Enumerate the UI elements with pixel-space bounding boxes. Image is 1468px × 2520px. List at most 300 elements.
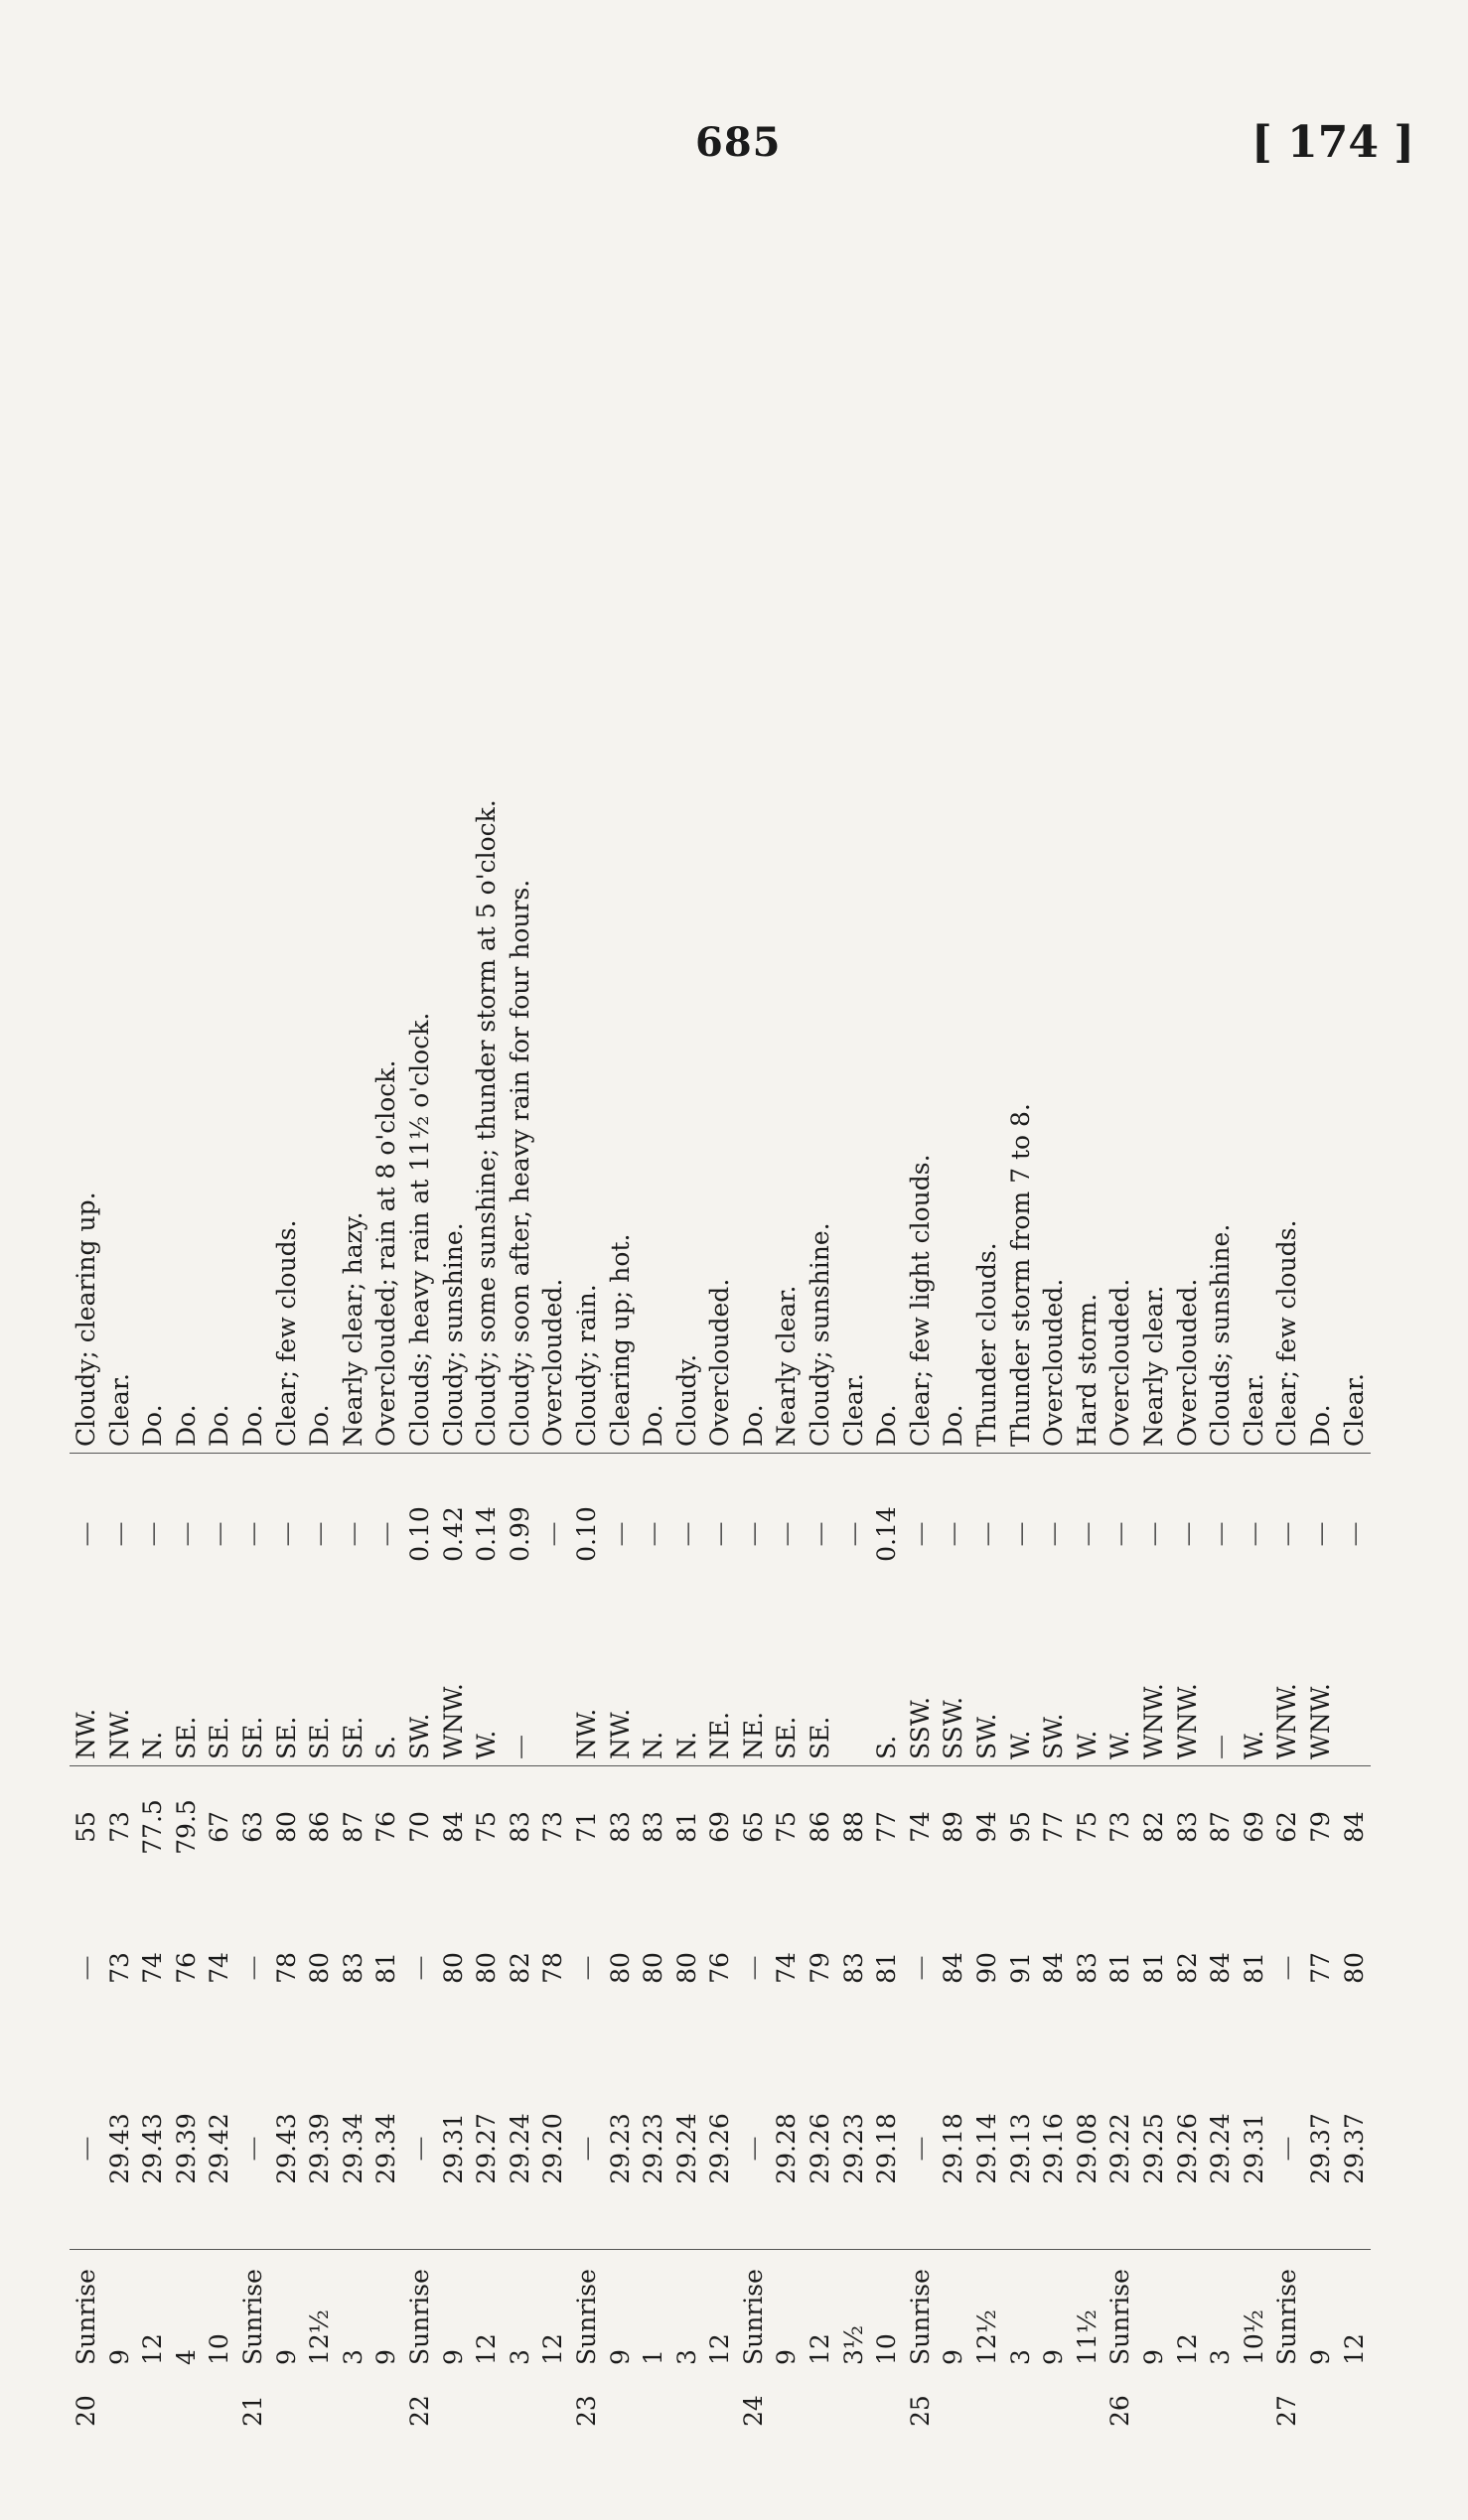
barometer-cell: 29.20 xyxy=(538,2113,568,2184)
rain-cell: 0.42 xyxy=(437,1454,471,1615)
thermometer-within-cell: 80 xyxy=(671,1952,701,1984)
thermometer-within-cell: — xyxy=(1272,1955,1302,1981)
table-row xyxy=(1103,239,1137,2433)
hour-cell: Sunrise xyxy=(737,2250,771,2372)
thermometer-within-cell: 80 xyxy=(639,1952,668,1984)
rain-cell: — xyxy=(1071,1454,1104,1615)
day-cell xyxy=(703,2371,737,2433)
day-cell xyxy=(870,2371,904,2433)
rain-cell: — xyxy=(1270,1454,1304,1615)
barometer-cell: 29.18 xyxy=(939,2113,968,2184)
thermometer-without-cell: 67 xyxy=(203,1766,236,1889)
rain-cell: — xyxy=(937,1454,970,1615)
rain-cell: — xyxy=(1037,1454,1071,1615)
remarks-cell: Hard storm. xyxy=(1072,1293,1101,1447)
hour-cell: Sunrise xyxy=(236,2250,270,2372)
table-row xyxy=(1171,239,1205,2433)
wind-cell: NW. xyxy=(605,1708,635,1759)
table-row xyxy=(703,239,737,2433)
table-row xyxy=(1004,239,1038,2433)
thermometer-without-cell: 75 xyxy=(1071,1766,1104,1889)
thermometer-within-cell: 84 xyxy=(1206,1952,1236,1984)
thermometer-without-cell: 83 xyxy=(504,1766,537,1889)
rain-cell: — xyxy=(703,1454,737,1615)
wind-cell: N. xyxy=(639,1731,668,1759)
remarks-cell: Overclouded. xyxy=(1105,1278,1135,1447)
remarks-cell: Thunder storm from 7 to 8. xyxy=(1005,1103,1035,1447)
rotated-weather-table xyxy=(70,338,1430,2433)
day-cell xyxy=(203,2371,236,2433)
table-row xyxy=(103,239,137,2433)
hour-cell: 9 xyxy=(270,2250,304,2372)
day-cell xyxy=(804,2371,837,2433)
thermometer-without-cell: 79 xyxy=(1304,1766,1338,1889)
wind-cell: NE. xyxy=(738,1711,768,1759)
thermometer-within-cell: 81 xyxy=(872,1952,902,1984)
barometer-cell: 29.22 xyxy=(1105,2113,1135,2184)
wind-cell: SSW. xyxy=(905,1696,935,1759)
thermometer-within-cell: 73 xyxy=(104,1952,134,1984)
thermometer-within-cell: — xyxy=(905,1955,935,1981)
hour-cell: 9 xyxy=(103,2250,137,2372)
thermometer-without-cell: 77.5 xyxy=(136,1766,170,1889)
day-cell: 26 xyxy=(1105,2395,1135,2427)
thermometer-within-cell: 74 xyxy=(772,1952,802,1984)
thermometer-within-cell: 77 xyxy=(1305,1952,1335,1984)
table-row xyxy=(170,239,204,2433)
table-row xyxy=(770,239,804,2433)
thermometer-within-cell: 91 xyxy=(1005,1952,1035,1984)
day-cell xyxy=(937,2371,970,2433)
barometer-cell: 29.24 xyxy=(671,2113,701,2184)
hour-cell: 3½ xyxy=(837,2250,871,2372)
rain-cell: — xyxy=(136,1454,170,1615)
table-row xyxy=(1204,239,1238,2433)
thermometer-within-cell: 82 xyxy=(505,1952,534,1984)
remarks-cell: Nearly clear. xyxy=(772,1285,802,1447)
barometer-cell: 29.31 xyxy=(1239,2113,1268,2184)
remarks-cell: Cloudy; soon after, heavy rain for four hours. xyxy=(505,879,534,1447)
rain-cell: — xyxy=(369,1454,403,1615)
table-row xyxy=(804,239,837,2433)
thermometer-within-cell: — xyxy=(571,1955,601,1981)
rain-cell: — xyxy=(236,1454,270,1615)
wind-cell: SE. xyxy=(772,1716,802,1759)
barometer-cell: 29.23 xyxy=(605,2113,635,2184)
wind-cell: SW. xyxy=(404,1713,434,1759)
remarks-cell: Do. xyxy=(237,1404,267,1447)
rain-cell: — xyxy=(904,1454,938,1615)
wind-cell: NE. xyxy=(705,1711,735,1759)
day-cell: 25 xyxy=(905,2395,935,2427)
rain-cell: — xyxy=(1103,1454,1137,1615)
hour-cell: 9 xyxy=(604,2250,638,2372)
hour-cell: 1 xyxy=(637,2250,670,2372)
day-cell: 24 xyxy=(738,2395,768,2427)
barometer-cell: 29.16 xyxy=(1039,2113,1069,2184)
thermometer-within-cell: 81 xyxy=(1105,1952,1135,1984)
hour-cell: 3 xyxy=(1204,2250,1238,2372)
wind-cell: SE. xyxy=(205,1716,234,1759)
wind-cell: N. xyxy=(671,1731,701,1759)
thermometer-within-cell: 74 xyxy=(205,1952,234,1984)
wind-cell: NW. xyxy=(104,1708,134,1759)
thermometer-without-cell: 82 xyxy=(1137,1766,1171,1889)
table-row xyxy=(337,239,370,2433)
day-cell xyxy=(1037,2371,1071,2433)
day-cell xyxy=(536,2371,570,2433)
weather-register-table xyxy=(70,239,1371,2433)
barometer-cell: — xyxy=(1272,2136,1302,2162)
thermometer-within-cell: 83 xyxy=(1072,1952,1101,1984)
thermometer-without-cell: 63 xyxy=(236,1766,270,1889)
remarks-cell: Clear; few clouds. xyxy=(271,1219,301,1447)
table-row xyxy=(236,239,270,2433)
day-cell xyxy=(1004,2371,1038,2433)
day-cell xyxy=(770,2371,804,2433)
day-cell xyxy=(1171,2371,1205,2433)
hour-cell: 9 xyxy=(1304,2250,1338,2372)
remarks-cell: Cloudy; sunshine. xyxy=(438,1222,468,1447)
hour-cell: 10 xyxy=(203,2250,236,2372)
wind-cell: S. xyxy=(371,1735,401,1759)
wind-cell: WNW. xyxy=(1172,1683,1202,1759)
thermometer-without-cell: 75 xyxy=(470,1766,504,1889)
hour-cell: 12 xyxy=(804,2250,837,2372)
hour-cell: 9 xyxy=(437,2250,471,2372)
barometer-cell: 29.23 xyxy=(639,2113,668,2184)
table-row xyxy=(303,239,337,2433)
wind-cell: NW. xyxy=(571,1708,601,1759)
wind-cell: W. xyxy=(1239,1730,1268,1759)
barometer-cell: 29.34 xyxy=(338,2113,367,2184)
barometer-cell: 29.42 xyxy=(205,2113,234,2184)
day-cell xyxy=(103,2371,137,2433)
thermometer-within-cell: 80 xyxy=(438,1952,468,1984)
thermometer-without-cell: 70 xyxy=(403,1766,437,1889)
table-body xyxy=(70,239,1371,2433)
table-row xyxy=(1304,239,1338,2433)
thermometer-within-cell: 79 xyxy=(806,1952,835,1984)
hour-cell: 9 xyxy=(937,2250,970,2372)
rain-cell: 0.10 xyxy=(570,1454,604,1615)
thermometer-without-cell: 73 xyxy=(1103,1766,1137,1889)
rain-cell: — xyxy=(337,1454,370,1615)
table-row xyxy=(1270,239,1304,2433)
day-cell xyxy=(303,2371,337,2433)
thermometer-without-cell: 74 xyxy=(904,1766,938,1889)
thermometer-without-cell: 87 xyxy=(337,1766,370,1889)
barometer-cell: 29.13 xyxy=(1005,2113,1035,2184)
remarks-cell: Cloudy; some sunshine; thunder storm at 5 o'clock. xyxy=(472,799,502,1447)
wind-cell: W. xyxy=(472,1730,502,1759)
remarks-cell: Clear. xyxy=(1339,1373,1369,1447)
hour-cell: 12 xyxy=(1338,2250,1372,2372)
table-row xyxy=(937,239,970,2433)
page-number: 685 xyxy=(695,119,782,166)
thermometer-within-cell: — xyxy=(72,1955,100,1981)
thermometer-within-cell: 82 xyxy=(1172,1952,1202,1984)
rain-cell: — xyxy=(103,1454,137,1615)
thermometer-within-cell: 90 xyxy=(972,1952,1002,1984)
rain-cell: — xyxy=(1304,1454,1338,1615)
thermometer-without-cell: 87 xyxy=(1204,1766,1238,1889)
remarks-cell: Overclouded. xyxy=(538,1278,568,1447)
day-cell xyxy=(270,2371,304,2433)
thermometer-without-cell: 77 xyxy=(1037,1766,1071,1889)
thermometer-without-cell: 62 xyxy=(1270,1766,1304,1889)
table-row xyxy=(870,239,904,2433)
hour-cell: Sunrise xyxy=(1103,2250,1137,2372)
table-row xyxy=(1137,239,1171,2433)
barometer-cell: — xyxy=(72,2136,100,2162)
remarks-cell: Do. xyxy=(1305,1404,1335,1447)
hour-cell: 12½ xyxy=(303,2250,337,2372)
wind-cell: SW. xyxy=(1039,1713,1069,1759)
table-row xyxy=(536,239,570,2433)
rain-cell: 0.14 xyxy=(470,1454,504,1615)
wind-cell: W. xyxy=(1105,1730,1135,1759)
thermometer-within-cell: 84 xyxy=(939,1952,968,1984)
hour-cell: 10½ xyxy=(1238,2250,1271,2372)
day-cell xyxy=(136,2371,170,2433)
thermometer-without-cell: 84 xyxy=(1338,1766,1372,1889)
rain-cell: — xyxy=(70,1454,103,1615)
rain-cell: — xyxy=(670,1454,704,1615)
barometer-cell: — xyxy=(905,2136,935,2162)
day-cell xyxy=(170,2371,204,2433)
table-row xyxy=(637,239,670,2433)
hour-cell: 11½ xyxy=(1071,2250,1104,2372)
barometer-cell: 29.26 xyxy=(1172,2113,1202,2184)
thermometer-within-cell: 81 xyxy=(371,1952,401,1984)
thermometer-without-cell: 73 xyxy=(103,1766,137,1889)
thermometer-within-cell: 78 xyxy=(271,1952,301,1984)
thermometer-within-cell: 80 xyxy=(472,1952,502,1984)
wind-cell: SW. xyxy=(972,1713,1002,1759)
day-cell xyxy=(504,2371,537,2433)
day-cell: 27 xyxy=(1272,2395,1302,2427)
rain-cell: — xyxy=(1137,1454,1171,1615)
day-cell xyxy=(1304,2371,1338,2433)
rain-cell: — xyxy=(1004,1454,1038,1615)
remarks-cell: Do. xyxy=(205,1404,234,1447)
hour-cell: 4 xyxy=(170,2250,204,2372)
thermometer-within-cell: 80 xyxy=(1339,1952,1369,1984)
table-row xyxy=(604,239,638,2433)
day-cell xyxy=(1338,2371,1372,2433)
hour-cell: 9 xyxy=(369,2250,403,2372)
thermometer-within-cell: 83 xyxy=(338,1952,367,1984)
day-cell: 20 xyxy=(72,2395,100,2427)
barometer-cell: 29.43 xyxy=(104,2113,134,2184)
day-cell: 21 xyxy=(237,2395,267,2427)
table-row xyxy=(1071,239,1104,2433)
rain-cell: — xyxy=(270,1454,304,1615)
rain-cell: — xyxy=(604,1454,638,1615)
barometer-cell: — xyxy=(237,2136,267,2162)
day-cell xyxy=(1071,2371,1104,2433)
thermometer-without-cell: 75 xyxy=(770,1766,804,1889)
hour-cell: Sunrise xyxy=(570,2250,604,2372)
barometer-cell: 29.26 xyxy=(806,2113,835,2184)
hour-cell: 12 xyxy=(536,2250,570,2372)
barometer-cell: 29.37 xyxy=(1339,2113,1369,2184)
wind-cell: S. xyxy=(872,1735,902,1759)
day-cell xyxy=(369,2371,403,2433)
remarks-cell: Clear. xyxy=(838,1373,868,1447)
wind-cell: SE. xyxy=(171,1716,201,1759)
barometer-cell: 29.39 xyxy=(171,2113,201,2184)
wind-cell: SE. xyxy=(271,1716,301,1759)
hour-cell: 12 xyxy=(136,2250,170,2372)
barometer-cell: 29.24 xyxy=(505,2113,534,2184)
wind-cell: WNW. xyxy=(438,1683,468,1759)
thermometer-within-cell: 74 xyxy=(138,1952,168,1984)
barometer-cell: — xyxy=(571,2136,601,2162)
thermometer-without-cell: 76 xyxy=(369,1766,403,1889)
remarks-cell: Clear; few clouds. xyxy=(1272,1219,1302,1447)
barometer-cell: — xyxy=(738,2136,768,2162)
day-cell xyxy=(604,2371,638,2433)
remarks-cell: Clouds; sunshine. xyxy=(1206,1223,1236,1447)
hour-cell: 12 xyxy=(470,2250,504,2372)
remarks-cell: Clear. xyxy=(104,1373,134,1447)
hour-cell: Sunrise xyxy=(1270,2250,1304,2372)
thermometer-without-cell: 95 xyxy=(1004,1766,1038,1889)
day-cell xyxy=(337,2371,370,2433)
rain-cell: 0.14 xyxy=(870,1454,904,1615)
thermometer-within-cell: 81 xyxy=(1139,1952,1168,1984)
rain-cell: — xyxy=(1338,1454,1372,1615)
barometer-cell: 29.24 xyxy=(1206,2113,1236,2184)
thermometer-without-cell: 73 xyxy=(536,1766,570,1889)
table-row xyxy=(1037,239,1071,2433)
hour-cell: 3 xyxy=(670,2250,704,2372)
hour-cell: 3 xyxy=(337,2250,370,2372)
remarks-cell: Clearing up; hot. xyxy=(605,1233,635,1447)
thermometer-without-cell: 84 xyxy=(437,1766,471,1889)
table-row xyxy=(837,239,871,2433)
wind-cell: SSW. xyxy=(939,1696,968,1759)
day-cell: 22 xyxy=(404,2395,434,2427)
thermometer-within-cell: 76 xyxy=(171,1952,201,1984)
thermometer-without-cell: 86 xyxy=(804,1766,837,1889)
barometer-cell: 29.31 xyxy=(438,2113,468,2184)
wind-cell: SE. xyxy=(806,1716,835,1759)
thermometer-within-cell: 83 xyxy=(838,1952,868,1984)
wind-cell: WNW. xyxy=(1305,1683,1335,1759)
table-row xyxy=(570,239,604,2433)
remarks-cell: Do. xyxy=(738,1404,768,1447)
table-row xyxy=(70,239,103,2433)
remarks-cell: Do. xyxy=(639,1404,668,1447)
hour-cell: 12½ xyxy=(970,2250,1004,2372)
wind-cell: SE. xyxy=(305,1716,335,1759)
table-row xyxy=(504,239,537,2433)
day-cell: 23 xyxy=(571,2395,601,2427)
remarks-cell: Nearly clear. xyxy=(1139,1285,1168,1447)
remarks-cell: Do. xyxy=(138,1404,168,1447)
remarks-cell: Do. xyxy=(872,1404,902,1447)
wind-cell xyxy=(536,1614,570,1766)
thermometer-without-cell: 81 xyxy=(670,1766,704,1889)
hour-cell: 9 xyxy=(1037,2250,1071,2372)
rain-cell: — xyxy=(170,1454,204,1615)
remarks-cell: Nearly clear; hazy. xyxy=(338,1211,367,1447)
thermometer-without-cell: 65 xyxy=(737,1766,771,1889)
table-row xyxy=(437,239,471,2433)
table-row xyxy=(670,239,704,2433)
barometer-cell: 29.43 xyxy=(138,2113,168,2184)
day-cell xyxy=(470,2371,504,2433)
table-row xyxy=(1338,239,1372,2433)
remarks-cell: Overclouded. xyxy=(705,1278,735,1447)
day-cell xyxy=(437,2371,471,2433)
thermometer-within-cell: — xyxy=(237,1955,267,1981)
day-cell xyxy=(837,2371,871,2433)
thermometer-without-cell: 77 xyxy=(870,1766,904,1889)
thermometer-without-cell: 71 xyxy=(570,1766,604,1889)
day-cell xyxy=(1204,2371,1238,2433)
remarks-cell: Do. xyxy=(171,1404,201,1447)
thermometer-within-cell: 80 xyxy=(605,1952,635,1984)
wind-cell: W. xyxy=(1005,1730,1035,1759)
table-row xyxy=(403,239,437,2433)
rain-cell: 0.10 xyxy=(403,1454,437,1615)
table-row xyxy=(1238,239,1271,2433)
remarks-cell: Overclouded. xyxy=(1039,1278,1069,1447)
hour-cell: 9 xyxy=(1137,2250,1171,2372)
table-row xyxy=(270,239,304,2433)
rain-cell: — xyxy=(804,1454,837,1615)
remarks-cell: Cloudy; clearing up. xyxy=(72,1191,100,1447)
barometer-cell: 29.34 xyxy=(371,2113,401,2184)
thermometer-without-cell: 69 xyxy=(703,1766,737,1889)
thermometer-within-cell: 84 xyxy=(1039,1952,1069,1984)
hour-cell: Sunrise xyxy=(403,2250,437,2372)
thermometer-without-cell: 86 xyxy=(303,1766,337,1889)
barometer-cell: 29.23 xyxy=(838,2113,868,2184)
hour-cell: Sunrise xyxy=(70,2250,103,2372)
thermometer-within-cell: — xyxy=(404,1955,434,1981)
thermometer-without-cell: 79.5 xyxy=(170,1766,204,1889)
thermometer-without-cell: 69 xyxy=(1238,1766,1271,1889)
hour-cell: 10 xyxy=(870,2250,904,2372)
barometer-cell: 29.08 xyxy=(1072,2113,1101,2184)
remarks-cell: Thunder clouds. xyxy=(972,1242,1002,1447)
rain-cell: — xyxy=(536,1454,570,1615)
barometer-cell: — xyxy=(404,2136,434,2162)
wind-cell xyxy=(837,1614,871,1766)
barometer-cell: 29.37 xyxy=(1305,2113,1335,2184)
rain-cell: 0.99 xyxy=(504,1454,537,1615)
thermometer-within-cell: 80 xyxy=(305,1952,335,1984)
thermometer-without-cell: 83 xyxy=(1171,1766,1205,1889)
thermometer-without-cell: 94 xyxy=(970,1766,1004,1889)
barometer-cell: 29.25 xyxy=(1139,2113,1168,2184)
wind-cell: NW. xyxy=(72,1708,100,1759)
hour-cell: Sunrise xyxy=(904,2250,938,2372)
remarks-cell: Cloudy; sunshine. xyxy=(806,1222,835,1447)
thermometer-without-cell: 83 xyxy=(637,1766,670,1889)
table-row xyxy=(904,239,938,2433)
rain-cell: — xyxy=(1204,1454,1238,1615)
table-row xyxy=(203,239,236,2433)
remarks-cell: Do. xyxy=(305,1404,335,1447)
rain-cell: — xyxy=(1238,1454,1271,1615)
remarks-cell: Do. xyxy=(939,1404,968,1447)
